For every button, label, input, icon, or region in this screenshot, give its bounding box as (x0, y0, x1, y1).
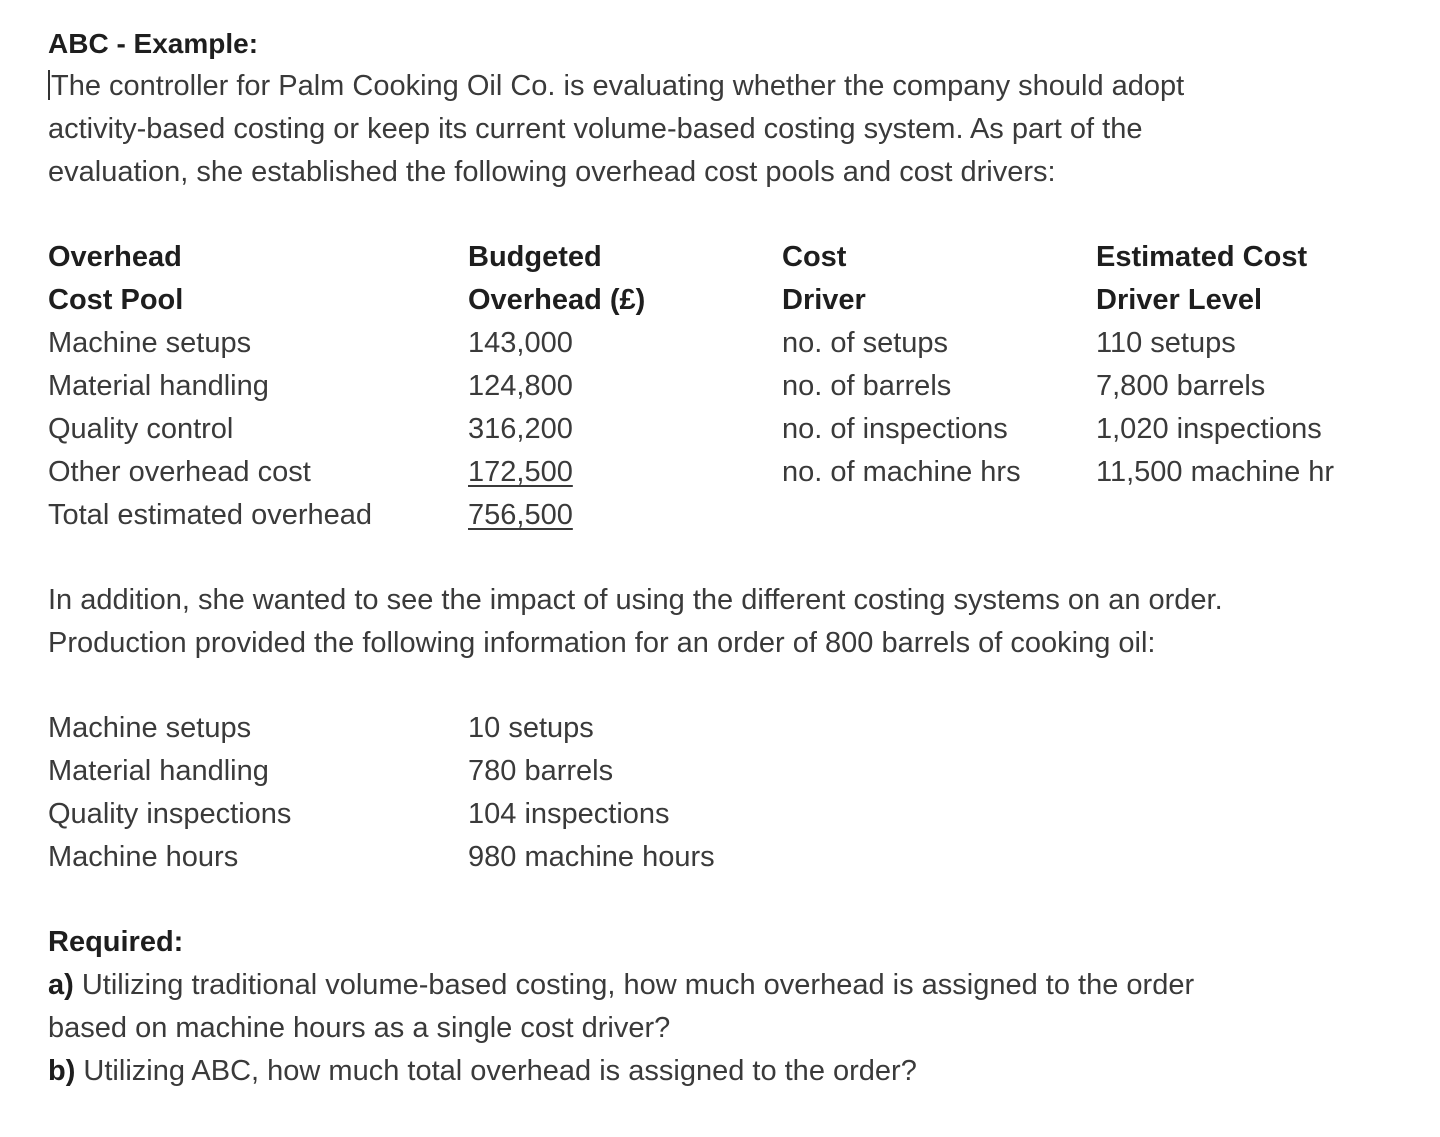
table-header-cell: Cost Pool (48, 284, 184, 316)
order-label: Machine hours (48, 841, 239, 873)
question-a-line-2: based on machine hours as a single cost driver? (48, 1012, 671, 1044)
table-header-row (48, 236, 1418, 279)
table-total-row (48, 494, 1418, 537)
table-header-cell: Driver (782, 284, 866, 316)
order-value: 10 setups (468, 712, 594, 744)
underlined-value: 172,500 (468, 456, 573, 488)
table-row (48, 322, 1418, 365)
table-header-cell: Driver Level (1096, 284, 1263, 316)
table-cell: Quality control (48, 413, 234, 445)
table-cell: no. of machine hrs (782, 456, 1021, 488)
order-label: Machine setups (48, 712, 252, 744)
order-value: 980 machine hours (468, 841, 715, 873)
order-value: 780 barrels (468, 755, 614, 787)
intro-text: The controller for Palm Cooking Oil Co. is evaluating whether the company should adopt (51, 70, 1185, 102)
question-a-text: Utilizing traditional volume-based costing, how much overhead is assigned to the order (73, 969, 1195, 1001)
table-header-cell: Overhead (48, 241, 182, 273)
table-cell: no. of inspections (782, 413, 1008, 445)
addition-line-2: Production provided the following information for an order of 800 barrels of cooking oil: (48, 627, 1156, 659)
list-item (48, 836, 1418, 879)
table-total-cell (468, 494, 782, 537)
intro-line-2: activity-based costing or keep its current volume-based costing system. As part of the (48, 113, 1143, 145)
document-title: ABC - Example: (48, 28, 259, 59)
list-item (48, 793, 1418, 836)
table-header-cell: Overhead (£) (468, 284, 646, 316)
addition-line-1: In addition, she wanted to see the impact of using the different costing systems on an order. (48, 584, 1223, 616)
table-cell: no. of setups (782, 327, 949, 359)
table-cell: Other overhead cost (48, 456, 311, 488)
question-b-line (48, 1050, 1418, 1093)
overhead-table (48, 236, 1418, 537)
intro-line-1 (48, 65, 1418, 108)
list-item (48, 750, 1418, 793)
question-a-line-1 (48, 964, 1418, 1007)
table-cell: 7,800 barrels (1096, 370, 1266, 402)
question-b-text: Utilizing ABC, how much total overhead is assigned to the order? (75, 1055, 917, 1087)
order-label: Material handling (48, 755, 269, 787)
underlined-total: 756,500 (468, 499, 573, 531)
order-value: 104 inspections (468, 798, 670, 830)
table-cell: 11,500 machine hr (1096, 456, 1335, 488)
table-cell: Material handling (48, 370, 269, 402)
table-header-cell: Budgeted (468, 241, 602, 273)
table-cell: 110 setups (1096, 327, 1236, 359)
required-heading: Required: (48, 926, 184, 958)
table-row (48, 408, 1418, 451)
document-page (48, 22, 1418, 1093)
table-cell: 1,020 inspections (1096, 413, 1322, 445)
text-cursor (48, 70, 50, 100)
required-section (48, 921, 1418, 1093)
table-header-row (48, 279, 1418, 322)
table-header-cell: Estimated Cost (1096, 241, 1308, 273)
question-b-label: b) (48, 1055, 76, 1087)
table-total-label: Total estimated overhead (48, 499, 373, 531)
table-cell: 143,000 (468, 327, 573, 359)
table-cell: no. of barrels (782, 370, 952, 402)
table-cell: 316,200 (468, 413, 573, 445)
list-item (48, 707, 1418, 750)
order-list (48, 707, 1418, 879)
intro-line-3: evaluation, she established the following overhead cost pools and cost drivers: (48, 156, 1056, 188)
table-cell: Machine setups (48, 327, 252, 359)
table-row (48, 451, 1418, 494)
order-label: Quality inspections (48, 798, 292, 830)
table-row (48, 365, 1418, 408)
table-header-cell: Cost (782, 241, 847, 273)
question-a-label: a) (48, 969, 74, 1001)
table-cell (468, 451, 782, 494)
table-cell: 124,800 (468, 370, 573, 402)
